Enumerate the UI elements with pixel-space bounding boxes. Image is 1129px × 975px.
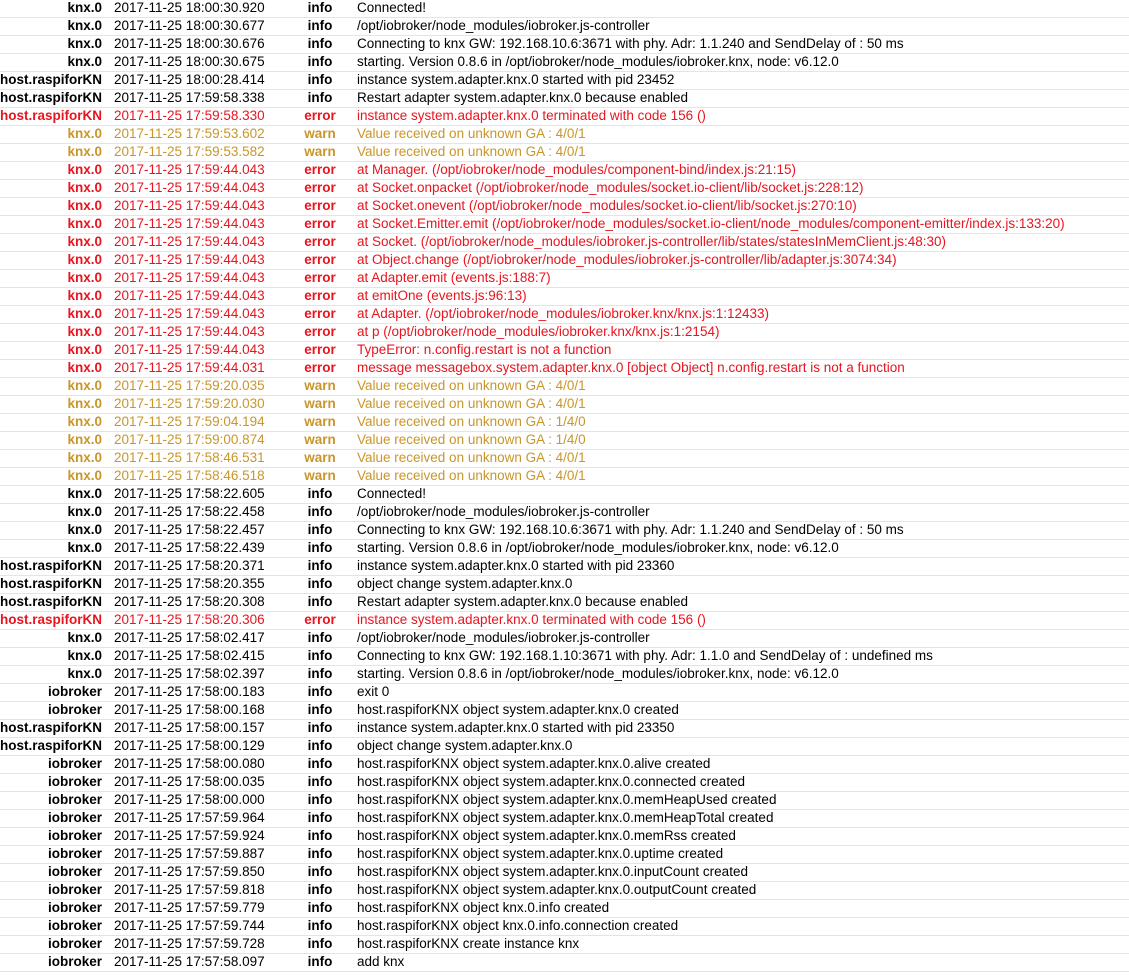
log-level: info bbox=[307, 522, 333, 537]
log-source: iobroker bbox=[47, 684, 102, 699]
log-level: error bbox=[304, 342, 336, 357]
log-message: host.raspiforKNX create instance knx bbox=[357, 936, 580, 951]
log-level: info bbox=[307, 738, 333, 753]
log-timestamp: 2017-11-25 17:58:22.457 bbox=[114, 522, 265, 537]
log-level: info bbox=[307, 576, 333, 591]
log-source: knx.0 bbox=[67, 432, 102, 447]
log-level: info bbox=[307, 810, 333, 825]
log-source: knx.0 bbox=[67, 396, 102, 411]
log-timestamp: 2017-11-25 17:58:00.157 bbox=[114, 720, 265, 735]
log-source: host.raspiforKN bbox=[0, 558, 102, 573]
log-level: info bbox=[307, 882, 333, 897]
log-row bbox=[0, 828, 1129, 846]
log-message: at Adapter. (/opt/iobroker/node_modules/iobroker.knx/knx.js:1:12433) bbox=[357, 306, 770, 321]
log-level: warn bbox=[304, 126, 336, 141]
log-level: error bbox=[304, 252, 336, 267]
log-message: instance system.adapter.knx.0 started with pid 23452 bbox=[357, 72, 675, 87]
log-level: info bbox=[307, 702, 333, 717]
log-source: iobroker bbox=[47, 954, 102, 969]
log-timestamp: 2017-11-25 17:59:04.194 bbox=[114, 414, 265, 429]
log-level: error bbox=[304, 270, 336, 285]
log-level: info bbox=[307, 846, 333, 861]
log-message: Value received on unknown GA : 4/0/1 bbox=[357, 468, 586, 483]
log-timestamp: 2017-11-25 17:59:44.043 bbox=[114, 306, 265, 321]
log-row bbox=[0, 648, 1129, 666]
log-message: Value received on unknown GA : 4/0/1 bbox=[357, 450, 586, 465]
log-timestamp: 2017-11-25 17:57:59.924 bbox=[114, 828, 265, 843]
log-source: iobroker bbox=[47, 936, 102, 951]
log-source: knx.0 bbox=[67, 324, 102, 339]
log-source: knx.0 bbox=[67, 648, 102, 663]
log-row bbox=[0, 396, 1129, 414]
log-level: warn bbox=[304, 378, 336, 393]
log-source: knx.0 bbox=[67, 126, 102, 141]
log-level: info bbox=[307, 918, 333, 933]
log-row bbox=[0, 432, 1129, 450]
log-timestamp: 2017-11-25 18:00:30.920 bbox=[114, 0, 265, 15]
log-message: /opt/iobroker/node_modules/iobroker.js-controller bbox=[357, 630, 650, 645]
log-message: Connecting to knx GW: 192.168.10.6:3671 with phy. Adr: 1.1.240 and SendDelay of : 50 ms bbox=[357, 522, 904, 537]
log-level: warn bbox=[304, 432, 336, 447]
log-message: at Socket.onevent (/opt/iobroker/node_modules/socket.io-client/lib/socket.js:270:10) bbox=[357, 198, 857, 213]
log-timestamp: 2017-11-25 17:58:00.080 bbox=[114, 756, 265, 771]
log-level: info bbox=[307, 36, 333, 51]
log-row bbox=[0, 594, 1129, 612]
log-row bbox=[0, 72, 1129, 90]
log-message: host.raspiforKNX object knx.0.info.connection created bbox=[357, 918, 679, 933]
log-source: knx.0 bbox=[67, 522, 102, 537]
log-message: host.raspiforKNX object system.adapter.knx.0.uptime created bbox=[357, 846, 724, 861]
log-row bbox=[0, 630, 1129, 648]
log-row bbox=[0, 702, 1129, 720]
log-source: iobroker bbox=[47, 900, 102, 915]
log-row bbox=[0, 144, 1129, 162]
log-message: object change system.adapter.knx.0 bbox=[357, 576, 573, 591]
log-level: info bbox=[307, 0, 333, 15]
log-source: knx.0 bbox=[67, 630, 102, 645]
log-level: info bbox=[307, 864, 333, 879]
log-row bbox=[0, 936, 1129, 954]
log-timestamp: 2017-11-25 17:59:20.035 bbox=[114, 378, 265, 393]
log-message: instance system.adapter.knx.0 terminated with code 156 () bbox=[357, 612, 706, 627]
log-timestamp: 2017-11-25 17:57:59.779 bbox=[114, 900, 265, 915]
log-source: knx.0 bbox=[67, 468, 102, 483]
log-message: host.raspiforKNX object knx.0.info created bbox=[357, 900, 610, 915]
log-level: info bbox=[307, 504, 333, 519]
log-level: error bbox=[304, 360, 336, 375]
log-row bbox=[0, 0, 1129, 18]
log-level: error bbox=[304, 288, 336, 303]
log-level: error bbox=[304, 180, 336, 195]
log-timestamp: 2017-11-25 17:58:22.605 bbox=[114, 486, 265, 501]
log-message: at emitOne (events.js:96:13) bbox=[357, 288, 527, 303]
log-row bbox=[0, 306, 1129, 324]
log-message: instance system.adapter.knx.0 started with pid 23350 bbox=[357, 720, 675, 735]
log-timestamp: 2017-11-25 17:59:44.043 bbox=[114, 162, 265, 177]
log-timestamp: 2017-11-25 17:57:59.887 bbox=[114, 846, 265, 861]
log-timestamp: 2017-11-25 18:00:28.414 bbox=[114, 72, 265, 87]
log-message: /opt/iobroker/node_modules/iobroker.js-controller bbox=[357, 504, 650, 519]
log-timestamp: 2017-11-25 17:58:00.035 bbox=[114, 774, 265, 789]
log-row bbox=[0, 504, 1129, 522]
log-source: knx.0 bbox=[67, 180, 102, 195]
log-source: knx.0 bbox=[67, 378, 102, 393]
log-timestamp: 2017-11-25 17:58:02.417 bbox=[114, 630, 265, 645]
log-source: knx.0 bbox=[67, 144, 102, 159]
log-message: Value received on unknown GA : 4/0/1 bbox=[357, 126, 586, 141]
log-source: knx.0 bbox=[67, 36, 102, 51]
log-timestamp: 2017-11-25 17:58:00.183 bbox=[114, 684, 265, 699]
log-timestamp: 2017-11-25 17:58:20.355 bbox=[114, 576, 265, 591]
log-timestamp: 2017-11-25 17:59:20.030 bbox=[114, 396, 265, 411]
log-message: Restart adapter system.adapter.knx.0 because enabled bbox=[357, 90, 688, 105]
log-source: knx.0 bbox=[67, 216, 102, 231]
log-level: error bbox=[304, 216, 336, 231]
log-row bbox=[0, 108, 1129, 126]
log-message: instance system.adapter.knx.0 terminated with code 156 () bbox=[357, 108, 706, 123]
log-source: knx.0 bbox=[67, 486, 102, 501]
log-row bbox=[0, 360, 1129, 378]
log-message: at Object.change (/opt/iobroker/node_modules/iobroker.js-controller/lib/adapter.js:3074:34) bbox=[357, 252, 897, 267]
log-level: info bbox=[307, 486, 333, 501]
log-level: info bbox=[307, 54, 333, 69]
log-timestamp: 2017-11-25 17:58:20.308 bbox=[114, 594, 265, 609]
log-message: at p (/opt/iobroker/node_modules/iobroker.knx/knx.js:1:2154) bbox=[357, 324, 720, 339]
log-level: info bbox=[307, 684, 333, 699]
log-level: info bbox=[307, 756, 333, 771]
log-timestamp: 2017-11-25 17:59:44.043 bbox=[114, 324, 265, 339]
log-message: starting. Version 0.8.6 in /opt/iobroker/node_modules/iobroker.knx, node: v6.12.0 bbox=[357, 666, 839, 681]
log-level: info bbox=[307, 792, 333, 807]
log-level: info bbox=[307, 90, 333, 105]
log-message: at Socket.Emitter.emit (/opt/iobroker/node_modules/socket.io-client/node_modules/component-emitter/index.js:133:20) bbox=[357, 216, 1065, 231]
log-source: knx.0 bbox=[67, 666, 102, 681]
log-timestamp: 2017-11-25 17:57:59.818 bbox=[114, 882, 265, 897]
log-level: error bbox=[304, 306, 336, 321]
log-level: warn bbox=[304, 450, 336, 465]
log-timestamp: 2017-11-25 17:58:22.458 bbox=[114, 504, 265, 519]
log-row bbox=[0, 720, 1129, 738]
log-timestamp: 2017-11-25 17:59:58.338 bbox=[114, 90, 265, 105]
log-source: knx.0 bbox=[67, 414, 102, 429]
log-source: iobroker bbox=[47, 756, 102, 771]
log-level: warn bbox=[304, 396, 336, 411]
log-level: info bbox=[307, 900, 333, 915]
log-row bbox=[0, 378, 1129, 396]
log-timestamp: 2017-11-25 18:00:30.676 bbox=[114, 36, 265, 51]
log-source: host.raspiforKN bbox=[0, 90, 102, 105]
log-timestamp: 2017-11-25 17:58:00.000 bbox=[114, 792, 265, 807]
log-level: warn bbox=[304, 468, 336, 483]
log-row bbox=[0, 846, 1129, 864]
log-timestamp: 2017-11-25 17:58:00.129 bbox=[114, 738, 265, 753]
log-source: knx.0 bbox=[67, 54, 102, 69]
log-row bbox=[0, 90, 1129, 108]
log-timestamp: 2017-11-25 17:57:59.850 bbox=[114, 864, 265, 879]
log-row bbox=[0, 126, 1129, 144]
log-timestamp: 2017-11-25 17:58:22.439 bbox=[114, 540, 265, 555]
log-source: knx.0 bbox=[67, 18, 102, 33]
log-row bbox=[0, 18, 1129, 36]
log-source: iobroker bbox=[47, 882, 102, 897]
log-level: error bbox=[304, 234, 336, 249]
log-row bbox=[0, 810, 1129, 828]
log-message: Connecting to knx GW: 192.168.10.6:3671 with phy. Adr: 1.1.240 and SendDelay of : 50 ms bbox=[357, 36, 904, 51]
log-row bbox=[0, 450, 1129, 468]
log-timestamp: 2017-11-25 17:58:02.415 bbox=[114, 648, 265, 663]
log-row bbox=[0, 414, 1129, 432]
log-row bbox=[0, 792, 1129, 810]
log-source: knx.0 bbox=[67, 360, 102, 375]
log-source: knx.0 bbox=[67, 162, 102, 177]
log-row bbox=[0, 486, 1129, 504]
log-level: info bbox=[307, 720, 333, 735]
log-source: host.raspiforKN bbox=[0, 738, 102, 753]
log-level: warn bbox=[304, 144, 336, 159]
log-source: knx.0 bbox=[67, 306, 102, 321]
log-level: info bbox=[307, 630, 333, 645]
log-level: info bbox=[307, 828, 333, 843]
log-message: exit 0 bbox=[357, 684, 390, 699]
log-row bbox=[0, 252, 1129, 270]
log-message: host.raspiforKNX object system.adapter.knx.0.connected created bbox=[357, 774, 745, 789]
log-timestamp: 2017-11-25 17:58:20.371 bbox=[114, 558, 265, 573]
log-source: iobroker bbox=[47, 846, 102, 861]
log-row bbox=[0, 558, 1129, 576]
log-timestamp: 2017-11-25 17:59:53.582 bbox=[114, 144, 265, 159]
log-row bbox=[0, 954, 1129, 972]
log-source: knx.0 bbox=[67, 342, 102, 357]
log-row bbox=[0, 612, 1129, 630]
log-message: Connected! bbox=[357, 486, 427, 501]
log-source: knx.0 bbox=[67, 0, 102, 15]
log-message: Connecting to knx GW: 192.168.1.10:3671 with phy. Adr: 1.1.0 and SendDelay of : undefined ms bbox=[357, 648, 933, 663]
log-row bbox=[0, 216, 1129, 234]
log-message: /opt/iobroker/node_modules/iobroker.js-controller bbox=[357, 18, 650, 33]
log-source: knx.0 bbox=[67, 270, 102, 285]
log-source: iobroker bbox=[47, 864, 102, 879]
log-row bbox=[0, 198, 1129, 216]
log-level: info bbox=[307, 72, 333, 87]
log-level: info bbox=[307, 648, 333, 663]
log-row bbox=[0, 576, 1129, 594]
log-timestamp: 2017-11-25 17:59:00.874 bbox=[114, 432, 265, 447]
log-message: Value received on unknown GA : 1/4/0 bbox=[357, 414, 586, 429]
log-timestamp: 2017-11-25 17:59:44.031 bbox=[114, 360, 265, 375]
log-level: info bbox=[307, 594, 333, 609]
log-message: add knx bbox=[357, 954, 405, 969]
log-row bbox=[0, 270, 1129, 288]
log-message: host.raspiforKNX object system.adapter.knx.0.memHeapUsed created bbox=[357, 792, 777, 807]
log-row bbox=[0, 864, 1129, 882]
log-message: host.raspiforKNX object system.adapter.knx.0.alive created bbox=[357, 756, 711, 771]
log-message: Value received on unknown GA : 4/0/1 bbox=[357, 144, 586, 159]
log-row bbox=[0, 54, 1129, 72]
log-source: knx.0 bbox=[67, 234, 102, 249]
log-row bbox=[0, 468, 1129, 486]
log-row bbox=[0, 738, 1129, 756]
log-source: iobroker bbox=[47, 702, 102, 717]
log-level: error bbox=[304, 162, 336, 177]
log-message: TypeError: n.config.restart is not a function bbox=[357, 342, 612, 357]
log-timestamp: 2017-11-25 18:00:30.677 bbox=[114, 18, 265, 33]
log-message: Value received on unknown GA : 4/0/1 bbox=[357, 378, 586, 393]
log-timestamp: 2017-11-25 17:59:44.043 bbox=[114, 180, 265, 195]
log-timestamp: 2017-11-25 17:59:53.602 bbox=[114, 126, 265, 141]
log-source: knx.0 bbox=[67, 504, 102, 519]
log-row bbox=[0, 324, 1129, 342]
log-timestamp: 2017-11-25 17:57:59.964 bbox=[114, 810, 265, 825]
log-level: error bbox=[304, 108, 336, 123]
log-timestamp: 2017-11-25 17:59:58.330 bbox=[114, 108, 265, 123]
log-timestamp: 2017-11-25 17:59:44.043 bbox=[114, 234, 265, 249]
log-level: info bbox=[307, 666, 333, 681]
log-message: at Adapter.emit (events.js:188:7) bbox=[357, 270, 551, 285]
log-source: host.raspiforKN bbox=[0, 108, 102, 123]
log-level: info bbox=[307, 18, 333, 33]
log-row bbox=[0, 918, 1129, 936]
log-message: Connected! bbox=[357, 0, 427, 15]
log-level: error bbox=[304, 198, 336, 213]
log-message: Value received on unknown GA : 4/0/1 bbox=[357, 396, 586, 411]
log-source: knx.0 bbox=[67, 540, 102, 555]
log-level: info bbox=[307, 936, 333, 951]
log-timestamp: 2017-11-25 17:59:44.043 bbox=[114, 216, 265, 231]
log-row bbox=[0, 756, 1129, 774]
log-source: host.raspiforKN bbox=[0, 576, 102, 591]
log-level: info bbox=[307, 774, 333, 789]
log-timestamp: 2017-11-25 17:59:44.043 bbox=[114, 288, 265, 303]
log-message: host.raspiforKNX object system.adapter.knx.0.memHeapTotal created bbox=[357, 810, 774, 825]
log-row bbox=[0, 774, 1129, 792]
log-row bbox=[0, 288, 1129, 306]
log-timestamp: 2017-11-25 17:59:44.043 bbox=[114, 252, 265, 267]
log-source: iobroker bbox=[47, 918, 102, 933]
log-timestamp: 2017-11-25 17:58:46.518 bbox=[114, 468, 265, 483]
log-level: info bbox=[307, 558, 333, 573]
log-timestamp: 2017-11-25 17:58:00.168 bbox=[114, 702, 265, 717]
log-source: knx.0 bbox=[67, 450, 102, 465]
log-source: host.raspiforKN bbox=[0, 612, 102, 627]
log-level: error bbox=[304, 324, 336, 339]
log-source: knx.0 bbox=[67, 198, 102, 213]
log-message: object change system.adapter.knx.0 bbox=[357, 738, 573, 753]
log-timestamp: 2017-11-25 17:57:59.744 bbox=[114, 918, 265, 933]
log-message: host.raspiforKNX object system.adapter.knx.0 created bbox=[357, 702, 679, 717]
log-message: host.raspiforKNX object system.adapter.knx.0.inputCount created bbox=[357, 864, 748, 879]
log-source: host.raspiforKN bbox=[0, 720, 102, 735]
log-row bbox=[0, 342, 1129, 360]
log-timestamp: 2017-11-25 17:58:02.397 bbox=[114, 666, 265, 681]
log-source: iobroker bbox=[47, 792, 102, 807]
log-source: iobroker bbox=[47, 774, 102, 789]
log-message: Value received on unknown GA : 1/4/0 bbox=[357, 432, 586, 447]
log-row bbox=[0, 162, 1129, 180]
log-source: host.raspiforKN bbox=[0, 594, 102, 609]
log-timestamp: 2017-11-25 17:59:44.043 bbox=[114, 342, 265, 357]
log-message: host.raspiforKNX object system.adapter.knx.0.outputCount created bbox=[357, 882, 757, 897]
log-message: starting. Version 0.8.6 in /opt/iobroker/node_modules/iobroker.knx, node: v6.12.0 bbox=[357, 540, 839, 555]
log-level: warn bbox=[304, 414, 336, 429]
log-row bbox=[0, 684, 1129, 702]
log-row bbox=[0, 36, 1129, 54]
log-message: at Manager. (/opt/iobroker/node_modules/component-bind/index.js:21:15) bbox=[357, 162, 797, 177]
log-row bbox=[0, 882, 1129, 900]
log-row bbox=[0, 234, 1129, 252]
log-level: error bbox=[304, 612, 336, 627]
log-message: host.raspiforKNX object system.adapter.knx.0.memRss created bbox=[357, 828, 736, 843]
log-timestamp: 2017-11-25 17:59:44.043 bbox=[114, 270, 265, 285]
log-message: message messagebox.system.adapter.knx.0 [object Object] n.config.restart is not a function bbox=[357, 360, 905, 375]
log-message: starting. Version 0.8.6 in /opt/iobroker/node_modules/iobroker.knx, node: v6.12.0 bbox=[357, 54, 839, 69]
log-source: knx.0 bbox=[67, 288, 102, 303]
log-source: host.raspiforKN bbox=[0, 72, 102, 87]
log-timestamp: 2017-11-25 17:57:58.097 bbox=[114, 954, 265, 969]
log-timestamp: 2017-11-25 17:58:20.306 bbox=[114, 612, 265, 627]
log-source: iobroker bbox=[47, 810, 102, 825]
log-message: at Socket.onpacket (/opt/iobroker/node_modules/socket.io-client/lib/socket.js:228:12) bbox=[357, 180, 864, 195]
log-message: Restart adapter system.adapter.knx.0 because enabled bbox=[357, 594, 688, 609]
log-timestamp: 2017-11-25 17:57:59.728 bbox=[114, 936, 265, 951]
log-level: info bbox=[307, 540, 333, 555]
log-message: at Socket. (/opt/iobroker/node_modules/iobroker.js-controller/lib/states/statesInMemClient.js:48:30) bbox=[357, 234, 947, 249]
log-row bbox=[0, 180, 1129, 198]
log-row bbox=[0, 540, 1129, 558]
log-row bbox=[0, 900, 1129, 918]
log-message: instance system.adapter.knx.0 started with pid 23360 bbox=[357, 558, 675, 573]
log-row bbox=[0, 666, 1129, 684]
log-timestamp: 2017-11-25 17:58:46.531 bbox=[114, 450, 265, 465]
log-level: info bbox=[307, 954, 333, 969]
log-timestamp: 2017-11-25 18:00:30.675 bbox=[114, 54, 265, 69]
log-source: iobroker bbox=[47, 828, 102, 843]
log-row bbox=[0, 522, 1129, 540]
log-source: knx.0 bbox=[67, 252, 102, 267]
log-timestamp: 2017-11-25 17:59:44.043 bbox=[114, 198, 265, 213]
